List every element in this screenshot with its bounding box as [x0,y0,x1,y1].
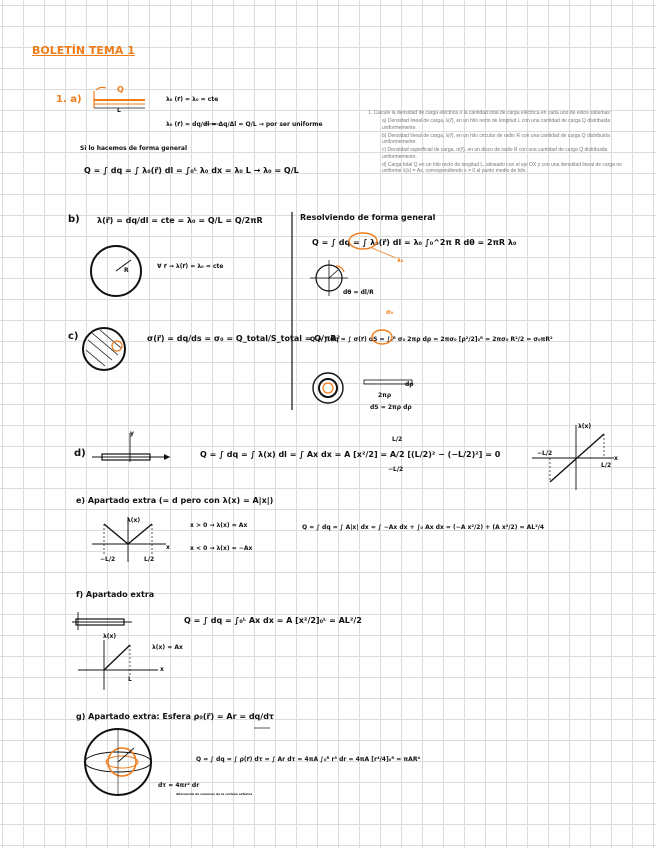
section-e-axis-x: x [166,544,170,551]
section-d-plot [532,425,614,490]
section-b-fig-note: dθ = dl/R [343,289,374,296]
section-a-note: Si lo hacemos de forma general [80,145,188,152]
section-b-general-title: Resolviendo de forma general [300,213,436,222]
section-d-axis-x: x [614,455,618,462]
section-c-general-eq: Q = ∫ dq = ∫ σ(r⃗) dS = ∫₀ᴿ σ₀ 2πρ dρ = 2πσ₀ [ρ²/2]₀ᴿ = 2πσ₀ R²/2 = σ₀πR² [310,336,553,343]
section-a-line3: Q = ∫ dq = ∫ λ₀(r⃗) dl = ∫₀ᴸ λ₀ dx = λ₀ L → λ₀ = Q/L [84,166,299,175]
section-e-case1: x > 0 → λ(x) = Ax [190,522,248,529]
section-d-lim-top: L/2 [392,436,403,443]
section-e-eq: Q = ∫ dq = ∫ A|x| dx = ∫ −Ax dx + ∫₀ Ax dx = (−A x²/2) + (A x²/2) = AL²/4 [302,524,545,531]
section-d-lim-bot: −L/2 [388,466,404,473]
section-c-disk-figure [83,328,125,370]
section-f-label: f) Apartado extra [76,590,155,599]
section-c-ring-figure [313,330,412,403]
section-g-dtau-note: diferencial de volumen de la corteza esférica [176,792,253,796]
section-e-label: e) Apartado extra (= d pero con λ(x) = A|x|) [76,496,274,505]
problem-item-d: d) Carga total Q en un hilo recto de longitud L, alineado con el eje OX y con una densidad lineal de carga no uniforme λ(x) = Ax, correspondiendo x = 0 al punto medio de hilo. [382,161,622,174]
section-g-sphere-figure [85,729,151,795]
section-a-line1: λ₀ (r⃗) = λ₀ = cte [166,96,219,103]
section-a-rod-figure [94,87,145,108]
section-e-plot [92,517,166,562]
section-e-tick-l: −L/2 [100,556,116,563]
section-b-general-figure [310,233,396,296]
section-f-axis-y: λ(x) [103,633,117,640]
section-c-fig-dp: dρ [405,381,414,388]
section-d-tick-l: −L/2 [537,450,553,457]
section-d-label: d) [74,448,86,459]
section-b-line2: ∀ r⃗ → λ(r⃗) = λ₀ = cte [157,263,224,270]
section-g-label: g) Apartado extra: Esfera ρ₀(r⃗) = Ar = dq/dτ [76,712,275,721]
page-title: BOLETÍN TEMA 1 [32,44,135,57]
problem-item-a: a) Densidad lineal de carga, λ(r⃗), en un hilo recto de longitud L con una cantidad de carga Q distribuida uniformemente. [382,118,611,131]
section-f-figure [72,612,158,690]
section-g-eq: Q = ∫ dq = ∫ ρ(r⃗) dτ = ∫ Ar dτ = 4πA ∫₀ᴿ r³ dr = 4πA [r⁴/4]₀ᴿ = πAR⁴ [196,756,421,763]
section-d-eq: Q = ∫ dq = ∫ λ(x) dl = ∫ Ax dx = A [x²/2] = A/2 [(L/2)² − (−L/2)²] = 0 [200,450,501,459]
section-b-lambda-note: λ₀ [397,257,404,264]
section-f-tick: L [128,676,132,683]
problem-item-c: c) Densidad superficial de carga, σ(r⃗), en un disco de radio R con una cantidad de carga Q distribuida uniformemente. [382,147,608,160]
section-a-line2: λ₀ (r⃗) = dq/dl = Δq/Δl = Q/L → por ser uniforme [166,121,323,128]
section-e-axis-y: λ(x) [127,517,141,524]
section-d-fig-y: y [130,430,134,437]
section-c-sigma-note: σ₀ [386,309,394,316]
problem-intro: 1. Calcule la densidad de carga eléctrica o la cantidad total de carga eléctrica en cada uno de estos sistemas: [368,110,612,116]
section-b-fig-r: R [124,267,129,274]
section-b-ring-figure [91,246,141,296]
section-c-fig-2pp: 2πρ [378,392,392,399]
section-d-tick-r: L/2 [601,462,612,469]
section-f-eq: Q = ∫ dq = ∫₀ᴸ Ax dx = A [x²/2]₀ᴸ = AL²/2 [184,616,362,625]
section-f-lambda-def: λ(x) = Ax [152,644,183,651]
section-b-general-eq: Q = ∫ dq = ∫ λ₀(r⃗) dl = λ₀ ∫₀^2π R dθ = 2πR λ₀ [312,238,517,247]
section-d-axis-y: λ(x) [578,423,592,430]
section-a-label: 1. a) [56,94,82,105]
section-c-fig-ds: dS = 2πρ dρ [370,404,412,411]
section-c-line1: σ(r⃗) = dq/ds = σ₀ = Q_total/S_total = Q/πR² [147,334,340,343]
section-f-axis-x: x [160,666,164,673]
section-e-tick-r: L/2 [144,556,155,563]
section-e-case2: x < 0 → λ(x) = −Ax [190,545,253,552]
section-b-label: b) [68,214,80,225]
section-a-fig-l: L [117,107,121,114]
problem-item-b: b) Densidad lineal de carga, λ(r⃗), en un hilo circular de radio R con una cantidad de carga Q distribuida uniformemente. [382,132,610,145]
section-b-line1: λ(r⃗) = dq/dl = cte = λ₀ = Q/L = Q/2πR [97,216,263,225]
section-c-label: c) [68,331,79,342]
section-d-rod-figure [92,433,170,462]
section-g-dtau: dτ = 4πr² dr [158,782,200,789]
section-a-fig-q: Q [117,85,124,94]
